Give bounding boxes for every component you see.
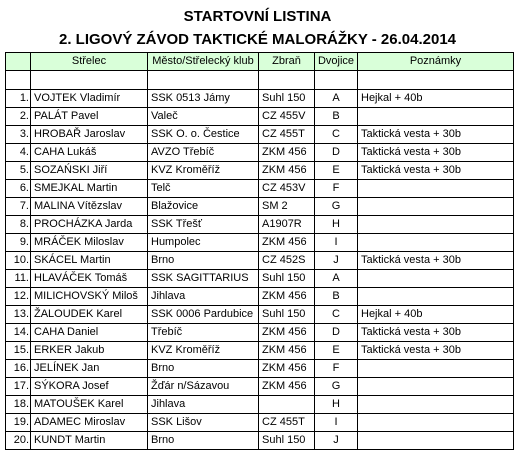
- cell-weapon: CZ 455T: [259, 414, 315, 432]
- cell-pair: G: [315, 378, 358, 396]
- cell-number: 3.: [6, 126, 31, 144]
- cell-weapon: Suhl 150: [259, 270, 315, 288]
- cell-note: Taktická vesta + 30b: [358, 342, 514, 360]
- cell-number: 18.: [6, 396, 31, 414]
- cell-shooter: MALINA Vítězslav: [31, 198, 148, 216]
- cell-pair: J: [315, 432, 358, 450]
- cell-number: 1.: [6, 90, 31, 108]
- cell-weapon: ZKM 456: [259, 144, 315, 162]
- cell-weapon: Suhl 150: [259, 90, 315, 108]
- cell-pair: F: [315, 360, 358, 378]
- cell-shooter: VOJTEK Vladimír: [31, 90, 148, 108]
- cell-club: KVZ Kroměříž: [148, 162, 259, 180]
- cell-shooter: ŽALOUDEK Karel: [31, 306, 148, 324]
- table-row: [6, 306, 514, 324]
- table-row: [6, 252, 514, 270]
- cell-club: SSK 0513 Jámy: [148, 90, 259, 108]
- cell-shooter: HLAVÁČEK Tomáš: [31, 270, 148, 288]
- cell-number: 5.: [6, 162, 31, 180]
- cell-note: [358, 378, 514, 396]
- cell-number: 14.: [6, 324, 31, 342]
- cell-weapon: ZKM 456: [259, 378, 315, 396]
- cell-weapon: [259, 396, 315, 414]
- cell-number: 10.: [6, 252, 31, 270]
- cell-pair: D: [315, 144, 358, 162]
- table-row: [6, 342, 514, 360]
- cell-pair: H: [315, 396, 358, 414]
- cell-number: 20.: [6, 432, 31, 450]
- cell-note: Hejkal + 40b: [358, 90, 514, 108]
- table-row: [6, 360, 514, 378]
- cell-note: [358, 216, 514, 234]
- cell-note: Taktická vesta + 30b: [358, 126, 514, 144]
- cell-club: SSK SAGITTARIUS: [148, 270, 259, 288]
- cell-club: Brno: [148, 252, 259, 270]
- cell-shooter: PROCHÁZKA Jarda: [31, 216, 148, 234]
- cell-shooter: ADAMEC Miroslav: [31, 414, 148, 432]
- table-row: [6, 270, 514, 288]
- table-row: [6, 180, 514, 198]
- start-list-table: [5, 52, 514, 450]
- cell-club: Jihlava: [148, 396, 259, 414]
- table-row: [6, 126, 514, 144]
- cell-shooter: SMEJKAL Martin: [31, 180, 148, 198]
- cell-note: [358, 396, 514, 414]
- cell-pair: I: [315, 234, 358, 252]
- cell-number: 17.: [6, 378, 31, 396]
- cell-note: [358, 198, 514, 216]
- cell-note: Hejkal + 40b: [358, 306, 514, 324]
- cell-pair: A: [315, 90, 358, 108]
- cell-weapon: Suhl 150: [259, 432, 315, 450]
- cell-weapon: A1907R: [259, 216, 315, 234]
- cell-club: KVZ Kroměříž: [148, 342, 259, 360]
- cell-shooter: SÝKORA Josef: [31, 378, 148, 396]
- cell-pair: E: [315, 342, 358, 360]
- cell-shooter: KUNDT Martin: [31, 432, 148, 450]
- cell-pair: B: [315, 108, 358, 126]
- header-notes: Poznámky: [358, 53, 514, 71]
- cell-club: SSK O. o. Čestice: [148, 126, 259, 144]
- cell-number: 12.: [6, 288, 31, 306]
- table-row: [6, 324, 514, 342]
- table-row: [6, 378, 514, 396]
- cell-shooter: MRÁČEK Miloslav: [31, 234, 148, 252]
- cell-pair: A: [315, 270, 358, 288]
- header-weapon: Zbraň: [259, 53, 315, 71]
- table-row: [6, 162, 514, 180]
- cell-club: Telč: [148, 180, 259, 198]
- cell-note: [358, 360, 514, 378]
- cell-shooter: CAHA Daniel: [31, 324, 148, 342]
- cell-shooter: PALÁT Pavel: [31, 108, 148, 126]
- cell-shooter: ERKER Jakub: [31, 342, 148, 360]
- cell-pair: G: [315, 198, 358, 216]
- cell-note: [358, 414, 514, 432]
- page-subtitle: 2. LIGOVÝ ZÁVOD TAKTICKÉ MALORÁŽKY - 26.04.2014: [58, 31, 457, 48]
- cell-shooter: SOZAŃSKI Jiří: [31, 162, 148, 180]
- cell-number: 2.: [6, 108, 31, 126]
- cell-number: 19.: [6, 414, 31, 432]
- cell-note: Taktická vesta + 30b: [358, 252, 514, 270]
- cell-club: Brno: [148, 432, 259, 450]
- cell-weapon: CZ 452S: [259, 252, 315, 270]
- cell-club: SSK Třešť: [148, 216, 259, 234]
- table-row: [6, 432, 514, 450]
- table-row: [6, 90, 514, 108]
- page-title: STARTOVNÍ LISTINA: [183, 8, 332, 25]
- cell-number: 11.: [6, 270, 31, 288]
- cell-weapon: ZKM 456: [259, 360, 315, 378]
- header-shooter: Střelec: [31, 53, 148, 71]
- cell-weapon: CZ 455V: [259, 108, 315, 126]
- cell-shooter: SKÁCEL Martin: [31, 252, 148, 270]
- table-row: [6, 108, 514, 126]
- cell-number: 16.: [6, 360, 31, 378]
- table-row: [6, 144, 514, 162]
- cell-number: 15.: [6, 342, 31, 360]
- table-row: [6, 216, 514, 234]
- cell-weapon: CZ 453V: [259, 180, 315, 198]
- table-row: [6, 198, 514, 216]
- cell-weapon: CZ 455T: [259, 126, 315, 144]
- table-row: [6, 288, 514, 306]
- cell-pair: B: [315, 288, 358, 306]
- cell-shooter: MILICHOVSKÝ Miloš: [31, 288, 148, 306]
- cell-club: SSK Lišov: [148, 414, 259, 432]
- cell-pair: C: [315, 126, 358, 144]
- cell-number: 4.: [6, 144, 31, 162]
- cell-pair: F: [315, 180, 358, 198]
- cell-shooter: JELÍNEK Jan: [31, 360, 148, 378]
- cell-club: Žďár n/Sázavou: [148, 378, 259, 396]
- cell-club: Humpolec: [148, 234, 259, 252]
- cell-club: Třebíč: [148, 324, 259, 342]
- cell-pair: E: [315, 162, 358, 180]
- header-row: [6, 53, 514, 71]
- cell-note: Taktická vesta + 30b: [358, 324, 514, 342]
- cell-weapon: ZKM 456: [259, 234, 315, 252]
- cell-pair: C: [315, 306, 358, 324]
- cell-weapon: ZKM 456: [259, 162, 315, 180]
- cell-pair: I: [315, 414, 358, 432]
- table-row: [6, 396, 514, 414]
- cell-pair: D: [315, 324, 358, 342]
- cell-number: 6.: [6, 180, 31, 198]
- header-club: Město/Střelecký klub: [148, 53, 259, 71]
- cell-club: Jihlava: [148, 288, 259, 306]
- cell-number: 13.: [6, 306, 31, 324]
- cell-note: Taktická vesta + 30b: [358, 162, 514, 180]
- cell-number: 9.: [6, 234, 31, 252]
- cell-note: [358, 180, 514, 198]
- cell-note: Taktická vesta + 30b: [358, 144, 514, 162]
- cell-shooter: MATOUŠEK Karel: [31, 396, 148, 414]
- cell-note: [358, 108, 514, 126]
- cell-club: AVZO Třebíč: [148, 144, 259, 162]
- cell-note: [358, 270, 514, 288]
- cell-note: [358, 432, 514, 450]
- cell-club: SSK 0006 Pardubice: [148, 306, 259, 324]
- cell-number: 7.: [6, 198, 31, 216]
- cell-weapon: ZKM 456: [259, 324, 315, 342]
- cell-shooter: HROBAŘ Jaroslav: [31, 126, 148, 144]
- cell-club: Blažovice: [148, 198, 259, 216]
- header-number: [6, 53, 31, 71]
- cell-note: [358, 288, 514, 306]
- cell-weapon: ZKM 456: [259, 342, 315, 360]
- cell-shooter: CAHA Lukáš: [31, 144, 148, 162]
- table-row: [6, 414, 514, 432]
- cell-pair: J: [315, 252, 358, 270]
- cell-club: Brno: [148, 360, 259, 378]
- spacer-row: [6, 71, 514, 90]
- cell-weapon: SM 2: [259, 198, 315, 216]
- cell-weapon: ZKM 456: [259, 288, 315, 306]
- header-pair: Dvojice: [315, 53, 358, 71]
- cell-note: [358, 234, 514, 252]
- table-row: [6, 234, 514, 252]
- cell-number: 8.: [6, 216, 31, 234]
- cell-club: Valeč: [148, 108, 259, 126]
- cell-weapon: Suhl 150: [259, 306, 315, 324]
- cell-pair: H: [315, 216, 358, 234]
